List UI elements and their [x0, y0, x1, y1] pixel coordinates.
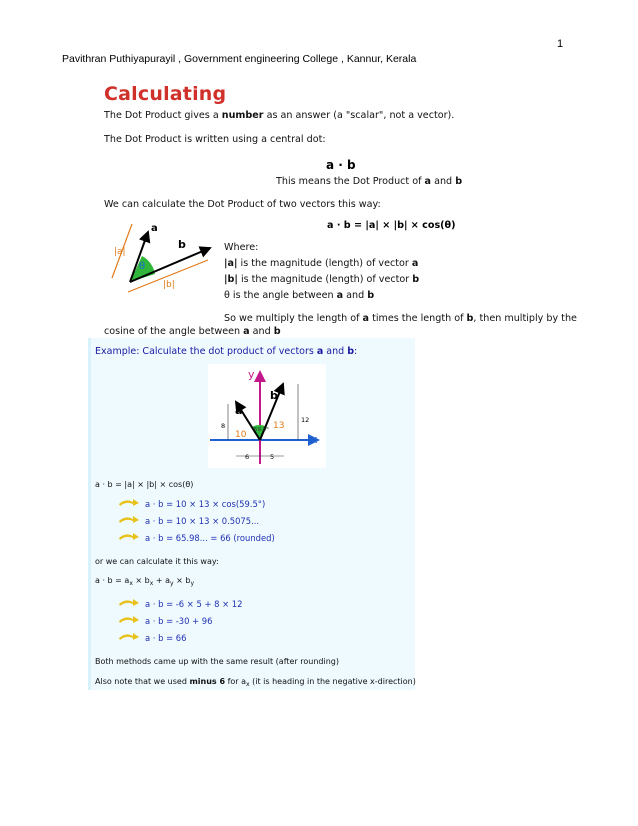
text-run: for a: [225, 677, 247, 686]
text-bold: b: [466, 313, 474, 324]
text-bold: b: [367, 290, 375, 301]
text-run: as an answer (a "scalar", not a vector).: [263, 110, 455, 121]
text-bold: |b|: [224, 274, 238, 285]
page-number: 1: [557, 38, 564, 50]
arrow-icon: [118, 498, 140, 507]
text-bold: a: [424, 176, 432, 187]
label-b: b: [270, 389, 278, 402]
text-bold: b: [347, 346, 355, 357]
arrow-icon: [118, 632, 140, 641]
multiply-line-1: [224, 313, 577, 324]
coordinate-vector-diagram: [198, 364, 328, 468]
text-run: Also note that we used: [95, 677, 190, 686]
text-run: cosine of the angle between: [104, 326, 244, 337]
x-label: x: [311, 433, 318, 446]
text-run: is the magnitude (length) of vector: [237, 274, 413, 285]
text-run: and: [249, 326, 274, 337]
ax-label: 6: [245, 453, 250, 461]
text-bold: a: [243, 326, 250, 337]
text-run: (it is heading in the negative x-direction): [249, 677, 416, 686]
text-run: The Dot Product gives a: [104, 110, 222, 121]
text-bold: |a|: [224, 258, 238, 269]
text-run: a · b = a: [95, 576, 130, 585]
multiply-line-2: [104, 326, 281, 337]
by-label: 12: [301, 416, 310, 424]
method2-step: a · b = -30 + 96: [145, 616, 213, 626]
label-a: a: [235, 404, 243, 417]
dot-notation: a · b: [326, 158, 356, 172]
text-bold: b: [412, 274, 420, 285]
text-bold: a: [316, 346, 324, 357]
label-abs-a: |a|: [114, 247, 126, 257]
text-run: Example: Calculate the dot product of vectors: [95, 346, 317, 357]
meaning-sentence: [276, 176, 462, 187]
text-bold: a: [336, 290, 344, 301]
both-methods-line: Both methods came up with the same result (after rounding): [95, 657, 339, 666]
len-b: 13: [273, 421, 285, 431]
text-run: :: [354, 346, 358, 357]
y-label: y: [248, 368, 255, 381]
label-abs-b: |b|: [163, 280, 175, 290]
text-bold: b: [273, 326, 281, 337]
where-theta-line: [224, 290, 374, 301]
arrow-icon: [118, 532, 140, 541]
formula-lhs: a · b: [327, 220, 351, 231]
arrow-icon: [118, 598, 140, 607]
example-title: [95, 346, 357, 357]
label-a: a: [151, 223, 158, 234]
method1-step: a · b = 65.98... = 66 (rounded): [145, 533, 275, 543]
vector-angle-diagram: [106, 216, 221, 296]
len-a: 10: [235, 430, 247, 440]
method2-formula: $a \cdot b = a_x \times b_x + a_y \times b_y$: [95, 576, 195, 587]
bx-label: 5: [270, 453, 275, 461]
label-theta: θ: [139, 261, 146, 272]
label-b: b: [178, 238, 186, 251]
author-header: Pavithran Puthiyapurayil , Government engineering College , Kannur, Kerala: [62, 53, 417, 65]
note-line: Also note that we used minus 6 for $a_x$ (it is heading in the negative x-direction): [95, 677, 416, 688]
text-run: and: [343, 290, 368, 301]
text-bold: minus 6: [189, 677, 226, 686]
where-a-line: [224, 258, 418, 269]
dot-product-formula: [327, 220, 456, 231]
scalar-sentence: [104, 110, 454, 121]
text-bold: a: [411, 258, 419, 269]
text-run: This means the Dot Product of: [276, 176, 425, 187]
where-b-line: [224, 274, 419, 285]
method2-step: a · b = 66: [145, 633, 187, 643]
method2-step: a · b = -6 × 5 + 8 × 12: [145, 599, 243, 609]
where-label: Where:: [224, 242, 259, 253]
method1-formula: a · b = |a| × |b| × cos(θ): [95, 480, 194, 489]
or-line: or we can calculate it this way:: [95, 557, 219, 566]
text-bold: a: [362, 313, 370, 324]
ay-label: 8: [221, 422, 226, 430]
formula-rhs: = |a| × |b| × cos(θ): [350, 220, 456, 231]
text-run: , then multiply by the: [473, 313, 577, 324]
text-bold: b: [455, 176, 463, 187]
central-dot-sentence: The Dot Product is written using a central dot:: [104, 134, 326, 145]
text-run: So we multiply the length of: [224, 313, 363, 324]
section-title: Calculating: [104, 83, 227, 105]
text-run: and: [323, 346, 348, 357]
calc-intro: We can calculate the Dot Product of two vectors this way:: [104, 199, 381, 210]
text-run: times the length of: [369, 313, 467, 324]
method1-step: a · b = 10 × 13 × 0.5075...: [145, 516, 260, 526]
text-run: and: [431, 176, 456, 187]
text-run: is the magnitude (length) of vector: [237, 258, 412, 269]
text-run: θ is the angle between: [224, 290, 337, 301]
arrow-icon: [118, 515, 140, 524]
angle-label: 59.5°: [254, 427, 269, 433]
method1-step: a · b = 10 × 13 × cos(59.5°): [145, 499, 266, 509]
arrow-icon: [118, 615, 140, 624]
text-bold: number: [221, 110, 264, 121]
